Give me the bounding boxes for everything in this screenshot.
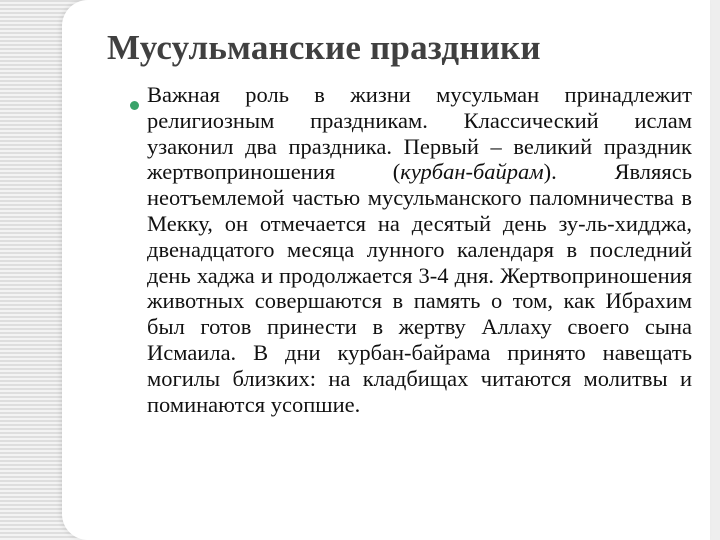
- paragraph-emphasis: курбан-байрам: [400, 159, 544, 185]
- bullet-dot-icon: [130, 101, 139, 110]
- slide-title: Мусульманские праздники: [107, 28, 541, 67]
- slide-body-paragraph: [147, 82, 692, 417]
- paragraph-text-part-2: ). Являясь неотъемлемой частью мусульманского паломничества в Мекку, он отмечается на десятый день зу-ль-хидджа, двенадцатого месяца лунного календаря в последний день хаджа и продолжается 3-4 дня. Жертвоприношения животных совершаются в память о том, как Ибрахим был готов принести в жертву Аллаху своего сына Исмаила. В дни курбан-байрама принято навещать могилы близких: на кладбищах читаются молитвы и поминаются усопшие.: [147, 159, 692, 417]
- paragraph-text-part-1: Важная роль в жизни мусульман принадлежит религиозным праздникам. Классический ислам узаконил два праздника. Первый – великий праздник жертвоприношения (: [147, 82, 692, 185]
